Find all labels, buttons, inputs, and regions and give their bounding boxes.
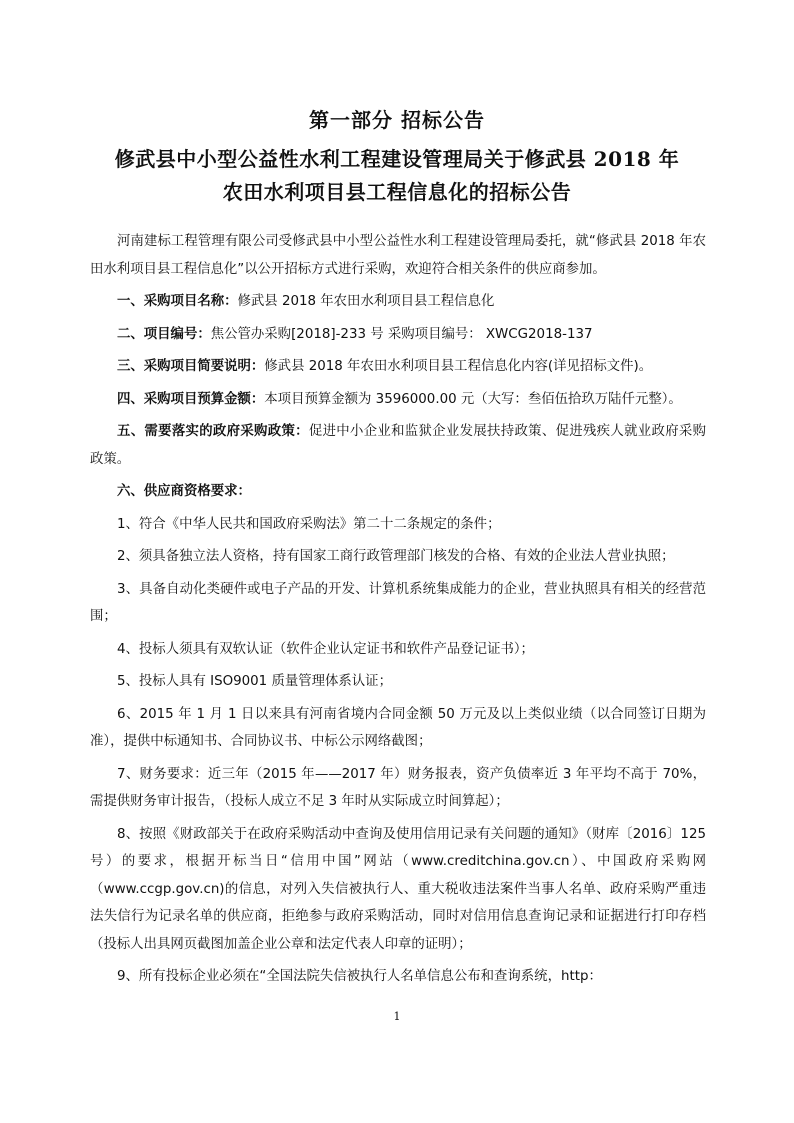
paragraph-label: 二、项目编号： [117,326,211,342]
paragraph [90,576,706,631]
paragraph-text: 河南建标工程管理有限公司受修武县中小型公益性水利工程建设管理局委托，就“修武县 2018 年农田水利项目县工程信息化”以公开招标方式进行采购，欢迎符合相关条件的供应商参加。 [90,234,706,277]
paragraph-text: 2、须具备独立法人资格，持有国家工商行政管理部门核发的合格、有效的企业法人营业执照； [117,549,675,564]
paragraph-text: 本项目预算金额为 3596000.00 元（大写：叁佰伍拾玖万陆仟元整）。 [264,391,682,407]
paragraph [90,543,706,571]
paragraph [90,963,706,991]
paragraph-text: 修武县 2018 年农田水利项目县工程信息化 [237,294,495,309]
announcement-title-line-1: 修武县中小型公益性水利工程建设管理局关于修武县 2018 年 [114,147,680,171]
announcement-title-line-2: 农田水利项目县工程信息化的招标公告 [222,180,572,204]
paragraph-text: 3、具备自动化类硬件或电子产品的开发、计算机系统集成能力的企业，营业执照具有相关的经营范围； [90,581,706,624]
paragraph [90,418,706,473]
paragraph [90,701,706,756]
paragraph-text: 1、符合《中华人民共和国政府采购法》第二十二条规定的条件； [117,516,501,532]
page-number: 1 [393,1010,401,1023]
paragraph-label: 六、供应商资格要求： [117,484,251,499]
paragraph [90,478,706,506]
paragraph-label: 四、采购项目预算金额： [117,391,265,407]
section-title: 第一部分 招标公告 [309,108,485,132]
paragraph [90,353,706,381]
paragraph [90,228,706,283]
paragraph [90,668,706,696]
paragraph [90,511,706,539]
paragraph-text: 促进中小企业和监狱企业发展扶持政策、促进残疾人就业政府采购政策。 [90,424,707,467]
paragraph-text: 8、按照《财政部关于在政府采购活动中查询及使用信用记录有关问题的通知》（财库〔2016〕125 号）的要求，根据开标当日“信用中国”网站（www.creditchina.gov.cn）、中国政府采购网（www.ccgp.gov.cn)的信息，对列入失信被执行人、重大税收违法案件当事人名单、政府采购严重违法失信行为记录名单的供应商，拒绝参与政府采购活动，同时对信用信息查询记录和证据进行打印存档（投标人出具网页截图加盖企业公章和法定代表人印章的证明）； [90,826,706,952]
paragraph [90,386,706,414]
paragraph-text: 4、投标人须具有双软认证（软件企业认定证书和软件产品登记证书）； [117,641,534,657]
paragraph-text: 修武县 2018 年农田水利项目县工程信息化内容(详见招标文件)。 [264,359,653,374]
paragraph [90,761,706,816]
paragraph-text: 5、投标人具有 ISO9001 质量管理体系认证； [117,674,392,689]
paragraph-text: 焦公管办采购[2018]-233 号 采购项目编号： XWCG2018-137 [210,326,593,342]
paragraph [90,636,706,664]
paragraph-label: 一、采购项目名称： [117,294,238,309]
paragraph [90,821,706,959]
paragraph-label: 五、需要落实的政府采购政策： [117,424,309,439]
document-body [90,228,706,996]
paragraph-text: 6、2015 年 1 月 1 日以来具有河南省境内合同金额 50 万元及以上类似业绩（以合同签订日期为准），提供中标通知书、合同协议书、中标公示网络截图； [90,706,706,749]
paragraph [90,321,706,349]
paragraph-label: 三、采购项目简要说明： [117,359,265,374]
paragraph [90,288,706,316]
paragraph-text: 7、财务要求：近三年（2015 年——2017 年）财务报表，资产负债率近 3 年平均不高于 70%，需提供财务审计报告，（投标人成立不足 3 年时从实际成立时间算起）； [90,766,706,809]
paragraph-text: 9、所有投标企业必须在“全国法院失信被执行人名单信息公布和查询系统，http： [117,969,602,984]
